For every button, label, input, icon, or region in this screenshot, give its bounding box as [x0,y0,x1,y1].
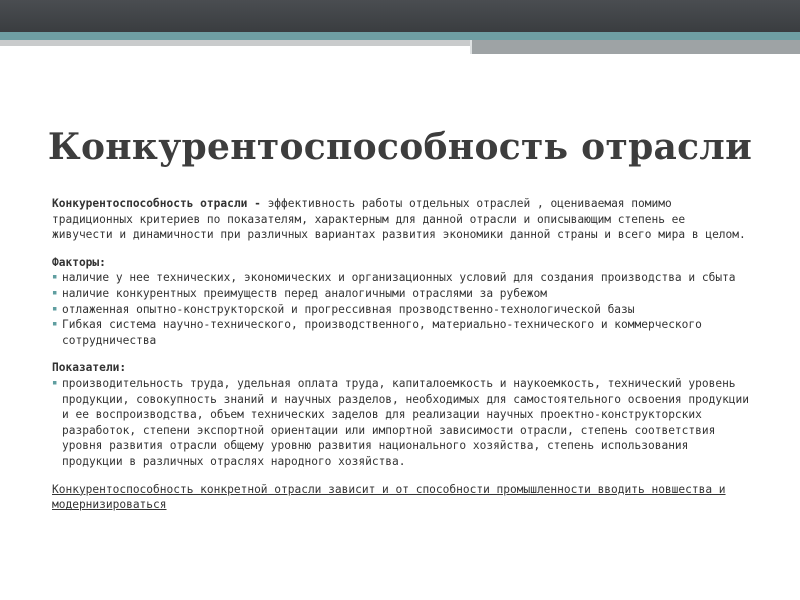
definition-text: эффективность работы отдельных отраслей , оцениваемая помимо традиционных критериев по показателям, характерным для данной отрасли и описывающим степень ее живучести и динамичности при различных вариантах развития экономики данной страны и всего мира в целом. [52,197,746,242]
list-item: ▪ наличие у нее технических, экономических и организационных условий для создания производства и сбыта [52,271,736,285]
header-tab [472,40,800,54]
conclusion-text: Конкурентоспособность конкретной отрасли зависит и от способности промышленности вводить новшества и модернизироваться [52,482,726,512]
slide-body [52,196,752,513]
definition-paragraph [52,196,752,243]
factors-list [52,270,752,348]
list-item: ▪ производительность труда, удельная оплата труда, капиталоемкость и наукоемкость, технический уровень продукции, совокупность знаний и научных разделов, необходимых для самостоятельного освоения продукции и ее воспроизводства, объем технических заделов для реализации научных проектно-конструкторских разработок, степени экспортной ориентации или импортной зависимости отрасли, степень соответствия уровня развития отрасли общему уровню развития национального хозяйства, степень использования продукции в различных отраслях народного хозяйства. [52,376,750,468]
accent-band [0,32,800,40]
definition-term: Конкурентоспособность отрасли - [52,197,261,210]
slide-title: Конкурентоспособность отрасли [47,126,753,168]
list-item: ▪ отлаженная опытно-конструкторской и прогрессивная прозводственно-технологической базы [52,302,635,316]
indicators-list [52,376,752,470]
bullet-icon: ▪ [52,303,58,314]
header-bar [0,0,800,32]
indicators-heading: Показатели: [52,361,127,375]
bullet-icon: ▪ [52,319,58,330]
list-item: ▪ наличие конкурентных преимуществ перед аналогичными отраслями за рубежом [52,286,547,300]
bullet-icon: ▪ [52,377,58,388]
bullet-icon: ▪ [52,287,58,298]
bullet-icon: ▪ [52,272,58,283]
list-item: ▪ Гибкая система научно-технического, производственного, материально-технического и коммерческого сотрудничества [52,318,702,347]
factors-heading: Факторы: [52,255,106,269]
